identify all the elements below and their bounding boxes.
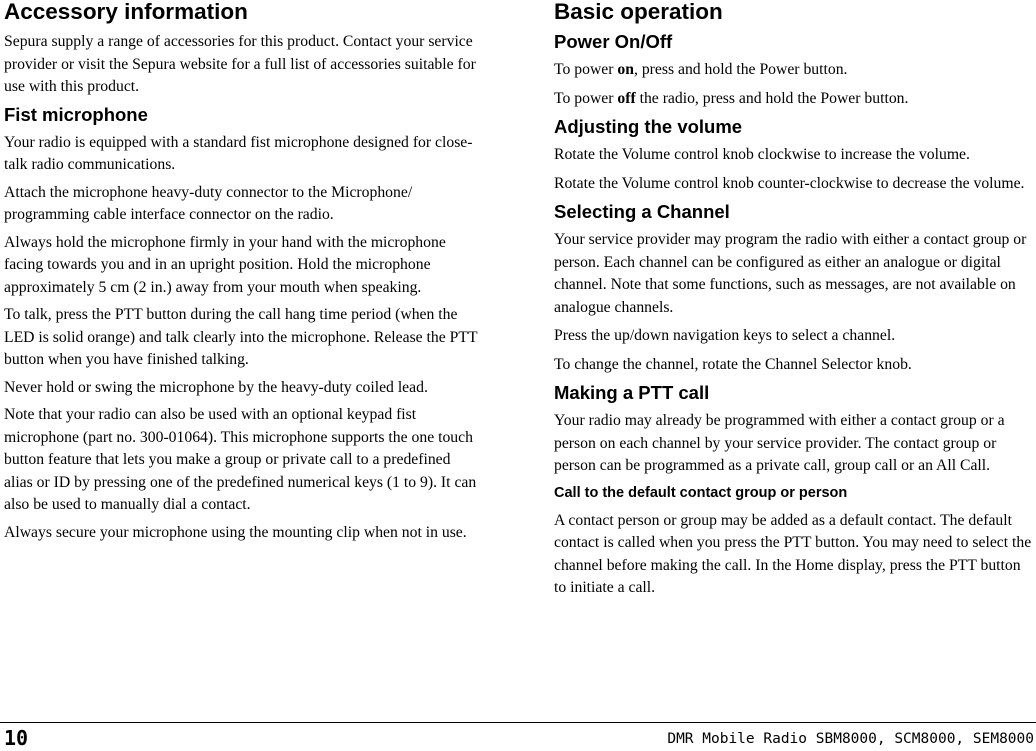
fist-microphone-heading: Fist microphone [4, 103, 148, 125]
volume-paragraph-2: Rotate the Volume control knob counter-clockwise to decrease the volume. [554, 174, 1025, 192]
power-on-text-post: , press and hold the Power button. [633, 61, 848, 78]
accessory-information-heading: Accessory information [4, 0, 248, 24]
footer-divider [0, 722, 1036, 723]
running-title: DMR Mobile Radio SBM8000, SCM8000, SEM8000 [667, 731, 1034, 747]
fist-mic-paragraph-1: Your radio is equipped with a standard fist microphone designed for close-talk radio communications. [4, 133, 473, 173]
page-number: 10 [4, 726, 29, 750]
fist-mic-paragraph-7: Always secure your microphone using the mounting clip when not in use. [4, 523, 467, 541]
accessory-intro-paragraph: Sepura supply a range of accessories for this product. Contact your service provider or visit the Sepura website for a full list of accessories suitable for use with this product. [4, 33, 476, 95]
making-ptt-call-heading: Making a PTT call [554, 382, 710, 403]
right-column [554, 0, 1034, 606]
power-off-paragraph [554, 88, 1034, 111]
fist-mic-paragraph-6: Note that your radio can also be used with an optional keypad fist microphone (part no. 300-01064). This microphone supports the one touch button feature that lets you make a group or private call to a predefined alias or ID by pressing one of the predefined numerical keys (1 to 9). It can also be used to manually dial a contact. [4, 406, 477, 513]
default-contact-subheading: Call to the default contact group or person [554, 484, 848, 501]
power-on-paragraph [554, 59, 1034, 82]
channel-paragraph-1: Your service provider may program the radio with either a contact group or person. Each channel can be configured as either an analogue or digital channel. Note that some functions, such as messages, are not available on analogue channels. [554, 231, 1027, 316]
selecting-channel-heading: Selecting a Channel [554, 201, 730, 222]
basic-operation-heading: Basic operation [554, 0, 723, 24]
power-off-text-pre: To power [554, 89, 618, 107]
adjusting-volume-heading: Adjusting the volume [554, 116, 743, 137]
channel-paragraph-2: Press the up/down navigation keys to select a channel. [554, 327, 896, 344]
power-off-keyword: off [617, 89, 636, 107]
fist-mic-paragraph-3: Always hold the microphone firmly in your hand with the microphone facing towards you and in an upright position. Hold the microphone approximately 5 cm (2 in.) away from your mouth when speaking. [4, 233, 446, 296]
power-on-off-heading: Power On/Off [554, 31, 673, 52]
fist-mic-paragraph-2: Attach the microphone heavy-duty connector to the Microphone/ programming cable interface connector on the radio. [4, 183, 413, 223]
volume-paragraph-1: Rotate the Volume control knob clockwise to increase the volume. [554, 146, 970, 163]
default-contact-paragraph: A contact person or group may be added as a default contact. The default contact is called when you press the PTT button. You may need to select the channel before making the call. In the Home display, press the PTT button to initiate a call. [554, 511, 1032, 596]
power-off-text-post: the radio, press and hold the Power button. [635, 89, 909, 107]
channel-paragraph-3: To change the channel, rotate the Channel Selector knob. [554, 355, 912, 373]
fist-mic-paragraph-5: Never hold or swing the microphone by the heavy-duty coiled lead. [4, 378, 428, 396]
ptt-paragraph-1: Your radio may already be programmed with either a contact group or a person on each channel by your service provider. The contact group or person can be programmed as a private call, group call or an All Call. [554, 412, 1005, 474]
power-on-keyword: on [617, 61, 634, 78]
power-on-text-pre: To power [554, 61, 618, 78]
left-column [4, 0, 482, 549]
fist-mic-paragraph-4: To talk, press the PTT button during the call hang time period (when the LED is solid orange) and talk clearly into the microphone. Release the PTT button when you have finished talking. [4, 306, 478, 368]
